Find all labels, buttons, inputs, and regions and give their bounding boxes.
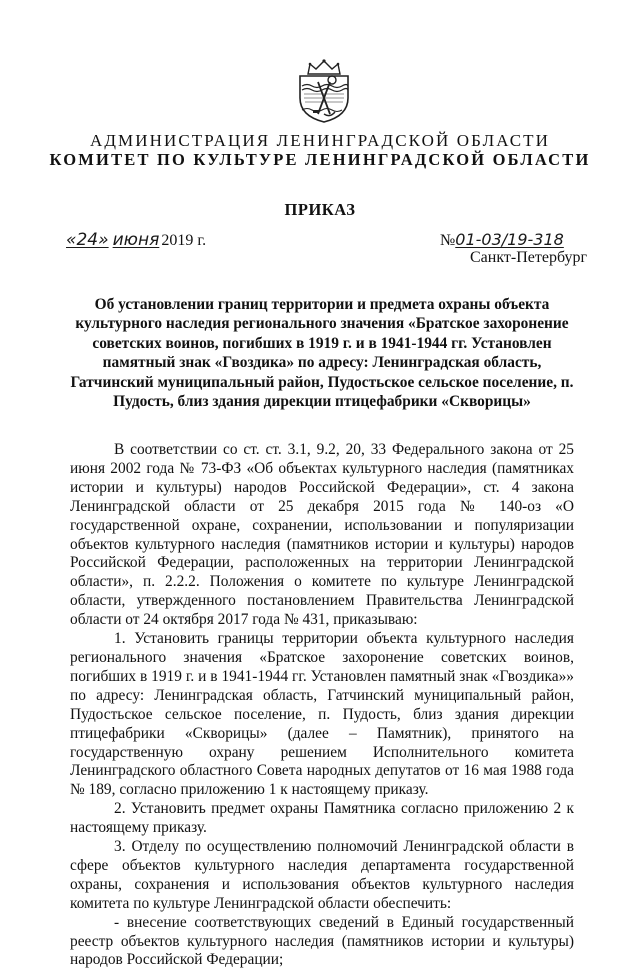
document-type-title: ПРИКАЗ bbox=[284, 200, 356, 219]
date-month: июня bbox=[112, 230, 160, 250]
body-item-3: 3. Отделу по осуществлению полномочий Ленинградской области в сфере объектов культурного наследия департамента государственной охраны, сохранения и использования объектов культурного наследия комитета по культуре Ленинградской области обеспечить: bbox=[70, 838, 574, 912]
coat-of-arms-icon bbox=[294, 58, 354, 124]
order-subject: Об установлении границ территории и предмета охраны объекта культурного наследия регионального значения «Братское захоронение советских воинов, погибших в 1919 г. и в 1941-1944 гг. Установлен памятный знак «Гвоздика» по адресу: Ленинградская область, Гатчинский муниципальный район, Пудостьское сельское поселение, п. Пудость, близ здания дирекции птицефабрики «Скворицы» bbox=[70, 296, 574, 411]
date-day: «24» bbox=[66, 230, 109, 250]
number-prefix: № bbox=[440, 232, 456, 249]
document-date bbox=[66, 230, 206, 250]
body-item-3-bullet: - внесение соответствующих сведений в Единый государственный реестр объектов культурного наследия (памятников истории и культуры) народов Российской Федерации; bbox=[70, 913, 574, 969]
document-number bbox=[440, 230, 564, 250]
body-item-2: 2. Установить предмет охраны Памятника согласно приложению 2 к настоящему приказу. bbox=[70, 800, 574, 837]
body-preamble: В соответствии со ст. ст. 3.1, 9.2, 20, 33 Федерального закона от 25 июня 2002 года № 73-ФЗ «Об объектах культурного наследия (памятниках истории и культуры) народов Российской Федерации», ст. 4 закона Ленинградской области от 25 декабря 2015 года № 140-оз «О государственной охране, сохранении, использовании и популяризации объектов культурного наследия (памятников истории и культуры) народов Российской Федерации, расположенных на территории Ленинградской области», п. 2.2.2. Положения о комитете по культуре Ленинградской области, утвержденного постановлением Правительства Ленинградской области от 24 октября 2017 года № 431, приказываю: bbox=[70, 441, 574, 629]
organization-name-line2: КОМИТЕТ ПО КУЛЬТУРЕ ЛЕНИНГРАДСКОЙ ОБЛАСТИ bbox=[49, 150, 591, 169]
order-body bbox=[70, 441, 574, 970]
body-item-1: 1. Установить границы территории объекта культурного наследия регионального значения «Братское захоронение советских воинов, погибших в 1919 г. и в 1941-1944 гг. Установлен памятный знак «Гвоздика»» по адресу: Ленинградская область, Гатчинский муниципальный район, Пудостьское сельское поселение, п. Пудость, близ здания дирекции птицефабрики «Скворицы» (далее – Памятник), принятого на государственную охрану решением Исполнительного комитета Ленинградского областного Совета народных депутатов от 16 мая 1988 года № 189, согласно приложению 1 к настоящему приказу. bbox=[70, 630, 574, 799]
date-year: 2019 г. bbox=[161, 232, 207, 249]
document-place: Санкт-Петербург bbox=[470, 249, 588, 266]
organization-name-line1: АДМИНИСТРАЦИЯ ЛЕНИНГРАДСКОЙ ОБЛАСТИ bbox=[89, 131, 551, 150]
number-value: 01-03/19-318 bbox=[455, 230, 564, 249]
